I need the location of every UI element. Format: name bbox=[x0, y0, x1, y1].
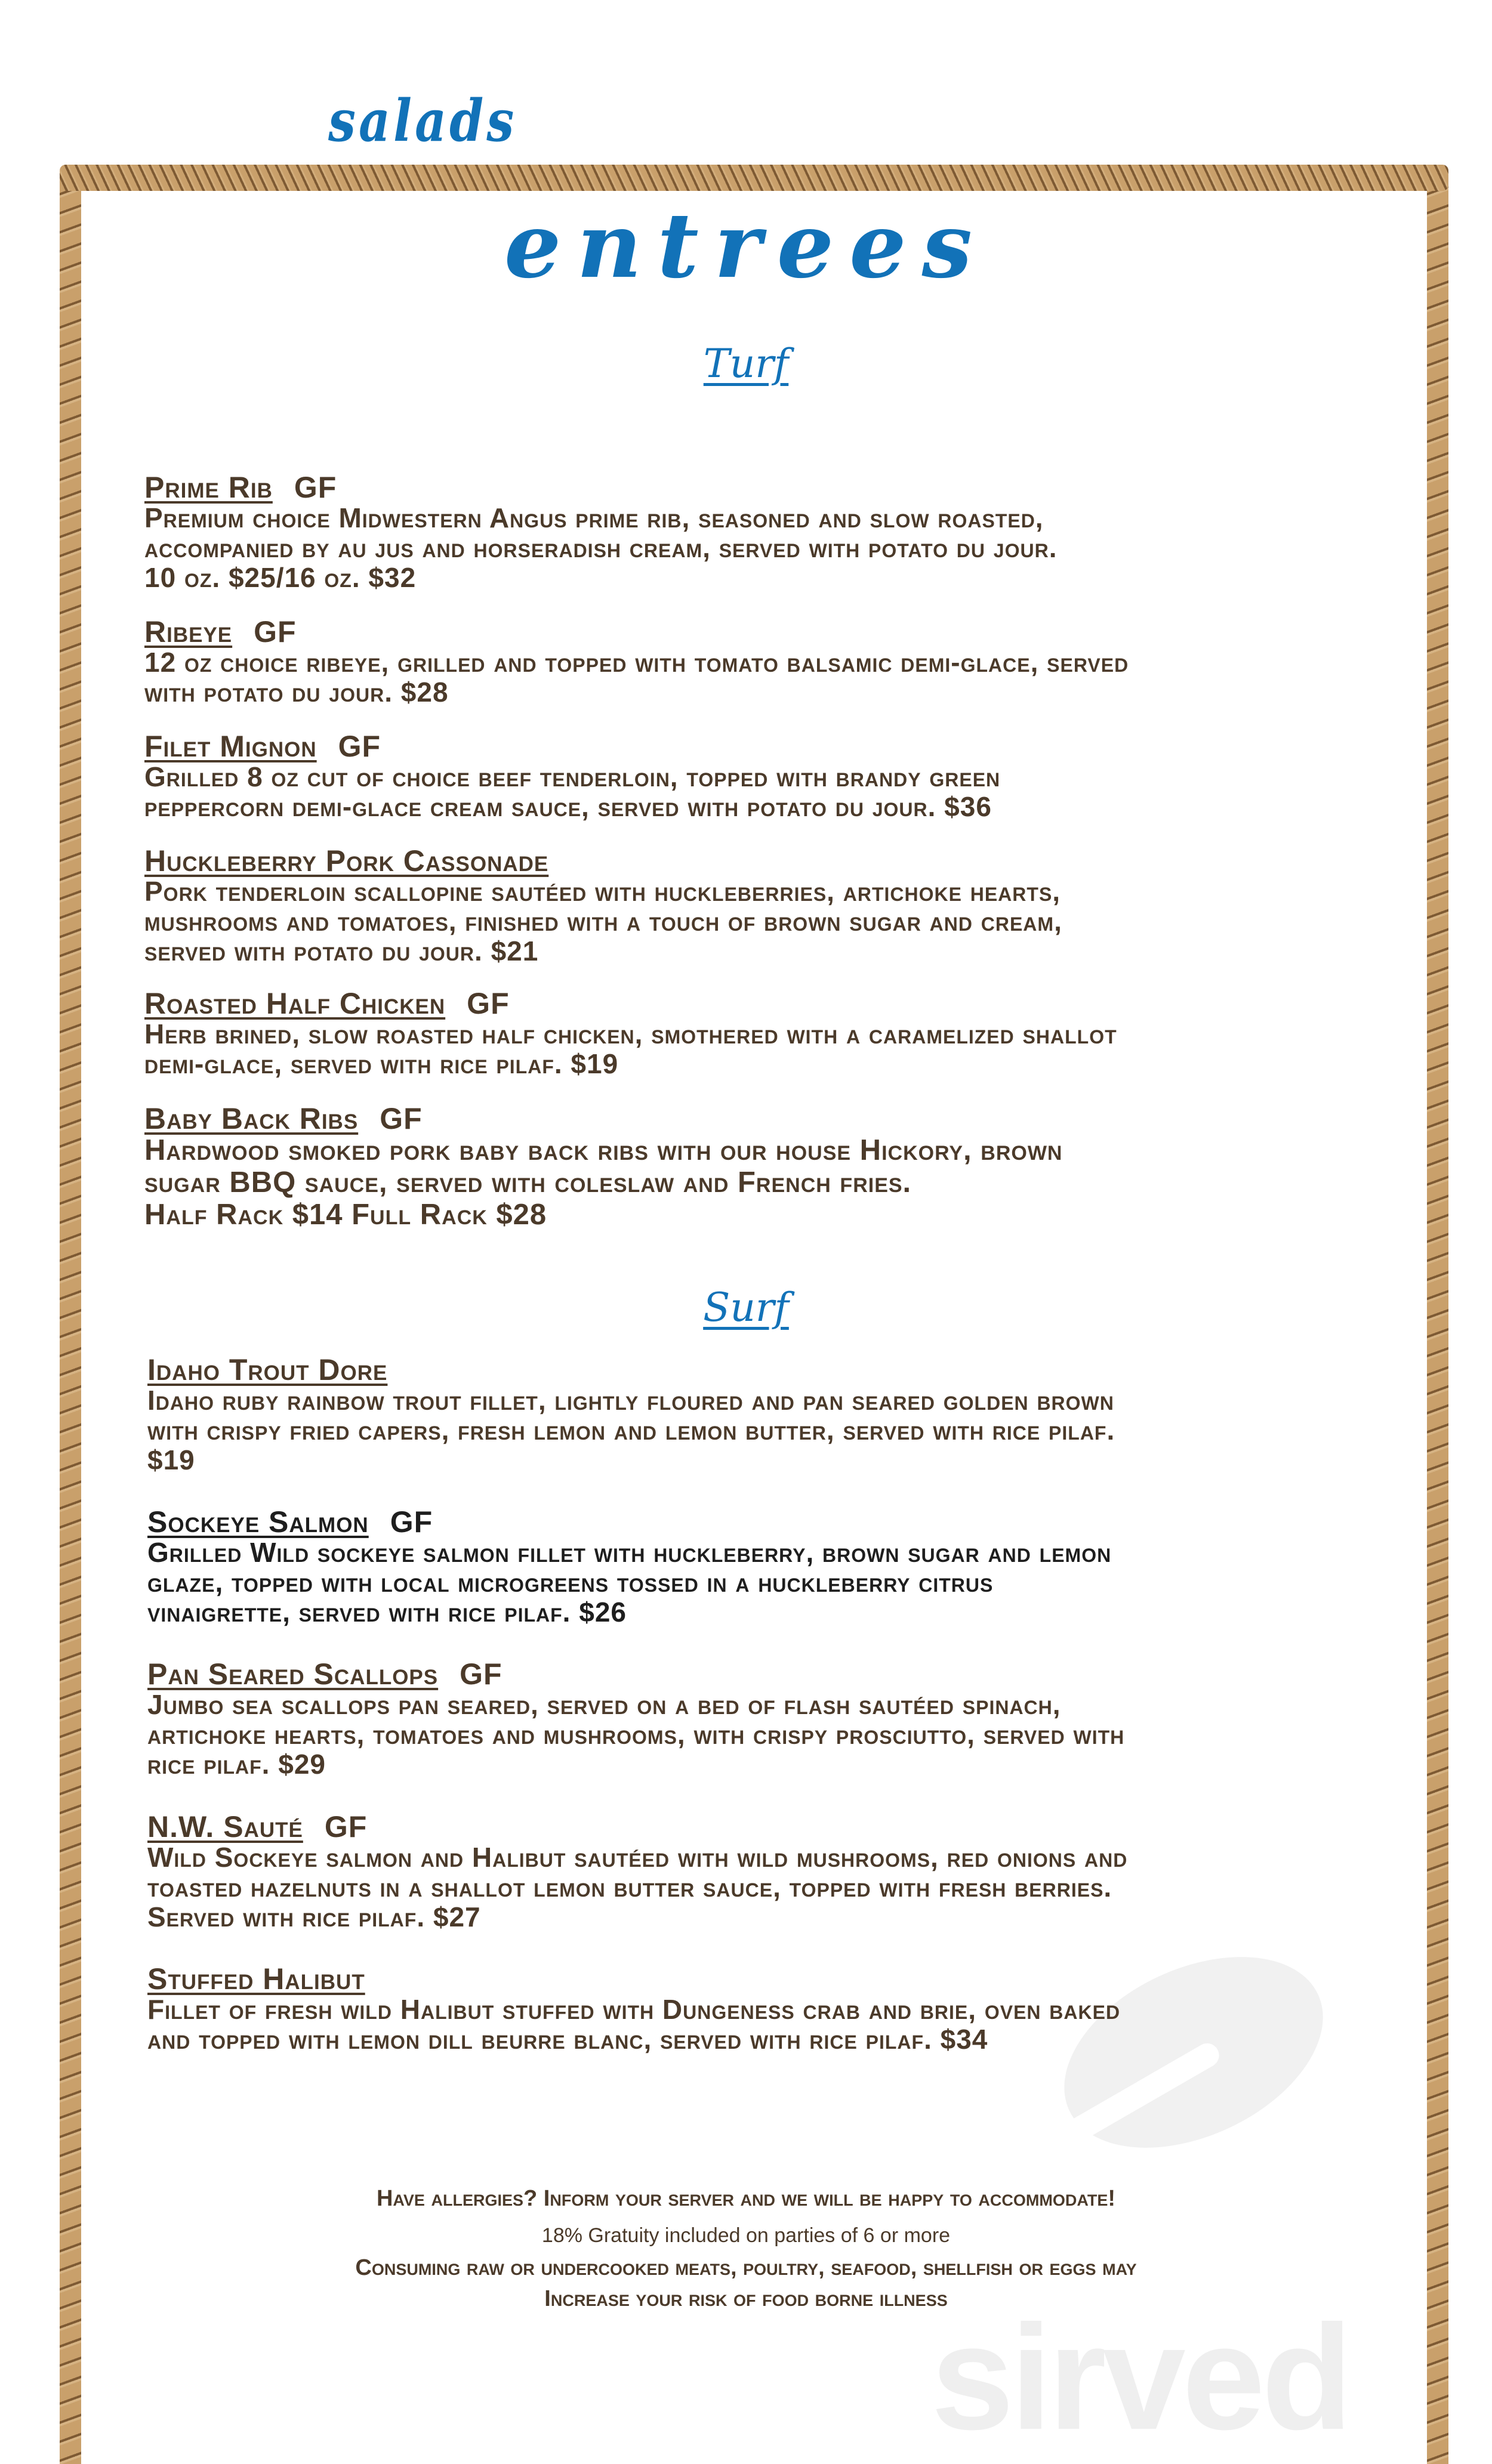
menu-item bbox=[147, 1354, 1431, 1475]
menu-item-description-line: Half Rack $14 Full Rack $28 bbox=[144, 1199, 547, 1231]
menu-item bbox=[144, 472, 1428, 592]
menu-item-title bbox=[147, 1506, 1431, 1537]
menu-item-name: Stuffed Halibut bbox=[147, 1962, 365, 1996]
menu-item-description-line: accompanied by au jus and horseradish cream, served with potato du jour. bbox=[144, 532, 1058, 563]
menu-item-description-line: rice pilaf. $29 bbox=[147, 1749, 326, 1780]
menu-item-description-line: Fillet of fresh wild Halibut stuffed with Dungeness crab and brie, oven baked bbox=[147, 1994, 1121, 2025]
menu-item-title bbox=[144, 1103, 1428, 1134]
menu-item-name: Sockeye Salmon bbox=[147, 1505, 369, 1539]
menu-item-name: Baby Back Ribs bbox=[144, 1102, 359, 1135]
menu-item-description-line: with crispy fried capers, fresh lemon and lemon butter, served with rice pilaf. bbox=[147, 1415, 1115, 1446]
menu-item-description-line: Herb brined, slow roasted half chicken, smothered with a caramelized shallot bbox=[144, 1018, 1117, 1049]
menu-item bbox=[144, 731, 1428, 822]
menu-item-description-line: Idaho ruby rainbow trout fillet, lightly floured and pan seared golden brown bbox=[147, 1385, 1114, 1416]
consumption-warning-line1: Consuming raw or undercooked meats, poultry, seafood, shellfish or eggs may bbox=[355, 2255, 1137, 2280]
menu-item-name: Filet Mignon bbox=[144, 730, 317, 763]
menu-item-description-line: sugar BBQ sauce, served with coleslaw and French fries. bbox=[144, 1166, 912, 1199]
menu-item-name: Ribeye bbox=[144, 615, 233, 649]
menu-item-title bbox=[144, 988, 1428, 1019]
watermark-logo: sirved bbox=[931, 2294, 1349, 2460]
menu-item-name: Huckleberry Pork Cassonade bbox=[144, 844, 549, 878]
menu-item-description-line: glaze, topped with local microgreens tossed in a huckleberry citrus bbox=[147, 1567, 994, 1598]
turf-heading-text: Turf bbox=[703, 341, 789, 387]
gluten-free-badge: GF bbox=[324, 1810, 368, 1844]
menu-item-name: Pan Seared Scallops bbox=[147, 1657, 439, 1691]
menu-item-description-line: Grilled 8 oz cut of choice beef tenderloin, topped with brandy green bbox=[144, 761, 1001, 792]
menu-item-description-line: $19 bbox=[147, 1444, 195, 1475]
menu-item-description-line: Grilled Wild sockeye salmon fillet with huckleberry, brown sugar and lemon bbox=[147, 1537, 1112, 1568]
menu-item bbox=[147, 1659, 1431, 1779]
menu-item-name: N.W. Sauté bbox=[147, 1810, 303, 1844]
gluten-free-badge: GF bbox=[294, 471, 337, 504]
menu-item-title bbox=[144, 472, 1428, 503]
gluten-free-badge: GF bbox=[467, 987, 510, 1020]
menu-item-description-line: Pork tenderloin scallopine sautéed with huckleberries, artichoke hearts, bbox=[144, 876, 1061, 907]
menu-item-name: Roasted Half Chicken bbox=[144, 987, 446, 1020]
menu-item-description-line: with potato du jour. $28 bbox=[144, 677, 449, 708]
menu-item bbox=[144, 988, 1428, 1079]
menu-item-name: Prime Rib bbox=[144, 471, 273, 504]
menu-item-title bbox=[144, 731, 1428, 762]
menu-item-title bbox=[147, 1354, 1431, 1385]
surf-heading-text: Surf bbox=[703, 1285, 789, 1330]
menu-item-description-line: Hardwood smoked pork baby back ribs with our house Hickory, brown bbox=[144, 1134, 1063, 1166]
salads-tab[interactable]: salads bbox=[328, 87, 517, 155]
gratuity-notice: 18% Gratuity included on parties of 6 or more bbox=[541, 2224, 951, 2247]
menu-item bbox=[144, 845, 1428, 966]
menu-item-description-line: Jumbo sea scallops pan seared, served on a bed of flash sautéed spinach, bbox=[147, 1689, 1061, 1720]
menu-item-title bbox=[147, 1811, 1431, 1842]
gluten-free-badge: GF bbox=[254, 615, 297, 649]
menu-item-description-line: toasted hazelnuts in a shallot lemon butter sauce, topped with fresh berries. bbox=[147, 1872, 1112, 1903]
gluten-free-badge: GF bbox=[390, 1505, 433, 1539]
turf-heading bbox=[0, 340, 1492, 387]
page-title: entrees bbox=[504, 193, 988, 298]
menu-item bbox=[144, 616, 1428, 707]
menu-item-description-line: Premium choice Midwestern Angus prime rib, seasoned and slow roasted, bbox=[144, 502, 1044, 533]
menu-item-title bbox=[144, 616, 1428, 647]
rope-border-top bbox=[60, 165, 1448, 191]
menu-item bbox=[144, 1103, 1428, 1231]
menu-item-description-line: served with potato du jour. $21 bbox=[144, 935, 539, 967]
menu-item-description-line: Wild Sockeye salmon and Halibut sautéed with wild mushrooms, red onions and bbox=[147, 1842, 1128, 1873]
menu-item-description-line: peppercorn demi-glace cream sauce, served with potato du jour. $36 bbox=[144, 791, 992, 822]
menu-item bbox=[147, 1963, 1431, 2054]
allergy-notice: Have allergies? Inform your server and we will be happy to accommodate! bbox=[376, 2186, 1116, 2211]
menu-item-description-line: mushrooms and tomatoes, finished with a touch of brown sugar and cream, bbox=[144, 906, 1062, 937]
menu-item-description-line: 10 oz. $25/16 oz. $32 bbox=[144, 562, 417, 593]
menu-item-description-line: demi-glace, served with rice pilaf. $19 bbox=[144, 1048, 619, 1079]
gluten-free-badge: GF bbox=[380, 1102, 423, 1135]
menu-item-title bbox=[144, 845, 1428, 876]
menu-item-description-line: Served with rice pilaf. $27 bbox=[147, 1901, 481, 1932]
menu-item-title bbox=[147, 1963, 1431, 1994]
consumption-warning-line2: Increase your risk of food borne illness bbox=[544, 2286, 948, 2311]
menu-item-name: Idaho Trout Dore bbox=[147, 1353, 388, 1387]
menu-item-title bbox=[147, 1659, 1431, 1690]
menu-item-description-line: vinaigrette, served with rice pilaf. $26 bbox=[147, 1597, 627, 1628]
gluten-free-badge: GF bbox=[338, 730, 381, 763]
menu-item-description-line: artichoke hearts, tomatoes and mushrooms, with crispy prosciutto, served with bbox=[147, 1719, 1125, 1750]
surf-heading bbox=[0, 1284, 1492, 1331]
menu-item-description-line: and topped with lemon dill beurre blanc, served with rice pilaf. $34 bbox=[147, 2024, 988, 2055]
gluten-free-badge: GF bbox=[460, 1657, 503, 1691]
menu-item bbox=[147, 1811, 1431, 1932]
menu-item-description-line: 12 oz choice ribeye, grilled and topped with tomato balsamic demi-glace, served bbox=[144, 647, 1129, 678]
menu-item bbox=[147, 1506, 1431, 1627]
